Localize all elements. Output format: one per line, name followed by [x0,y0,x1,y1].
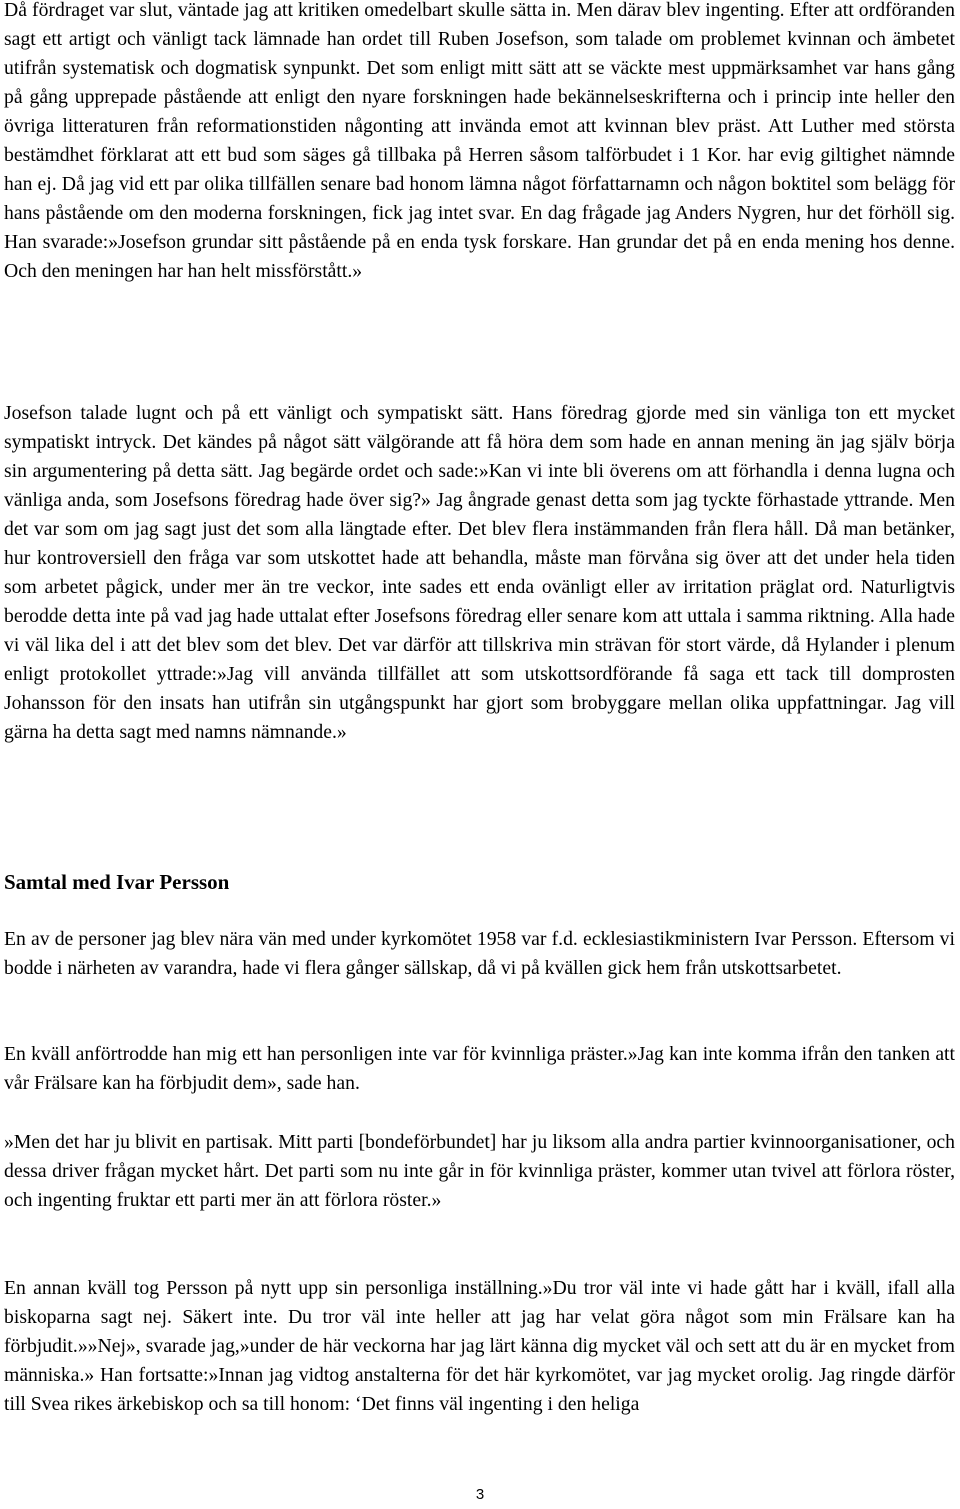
paragraph-debate-opening: Då fördraget var slut, väntade jag att kritiken omedelbart skulle sätta in. Men därav blev ingenting. Efter att ordföranden sagt ett artigt och vänligt tack lämnade han ordet till Ruben Josefson, som talade om problemet kvinnan och ämbetet utifrån systematisk och dogmatisk synpunkt. Det som enligt mitt sätt att se väckte mest uppmärksamhet var hans gång på gång upprepade påstående att enligt den nyare forskningen hade bekännelseskrifterna och i princip inte heller den övriga litteraturen från reformationstiden någonting att invända emot att kvinnan blev präst. Att Luther med största bestämdhet förklarat att ett bud som säges gå tillbaka på Herren såsom talförbudet i 1 Kor. har evig giltighet nämnde han ej. Då jag vid ett par olika tillfällen senare bad honom lämna något författarnamn och någon boktitel som belägg för hans påstående om den moderna forskningen, fick jag intet svar. En dag frågade jag Anders Nygren, hur det förhöll sig. Han svarade:»Josefson grundar sitt påstående på en enda tysk forskare. Han grundar det på en enda mening hos denne. Och den meningen har han helt missförstått.» [4,0,955,282]
paragraph-another-evening: En annan kväll tog Persson på nytt upp sin personliga inställning.»Du tror väl inte vi hade gått har i kväll, ifall alla biskoparna sagt nej. Säkert inte. Du tror väl inte heller att jag har velat göra något som min Frälsare kan ha förbjudit.»»Nej», svarade jag,»under de här veckorna har jag lärt känna dig mycket väl och sett att du är en mycket from människa.» Han fortsatte:»Innan jag vidtog anstalterna för det här kyrkomötet, var jag mycket orolig. Jag ringde därför till Svea rikes ärkebiskop och sa till honom: ‘Det finns väl ingenting i den heliga [4,1277,955,1415]
paragraph-party-matter: »Men det har ju blivit en partisak. Mitt parti [bondeförbundet] har ju liksom alla andra partier kvinnoorganisationer, och dessa driver frågan mycket hårt. Det parti som nu inte går in för kvinnliga präster, kommer utan tvivel att förlora röster, och ingenting fruktar ett parti mer än att förlora röster.» [4,1131,955,1211]
page-number: 3 [475,1486,485,1503]
paragraph-josefson-lecture: Josefson talade lugnt och på ett vänligt och sympatiskt sätt. Hans föredrag gjorde med sin vänliga ton ett mycket sympatiskt intryck. Det kändes på något sätt välgörande att få höra dem som hade en annan mening än jag själv börja sin argumentering på detta sätt. Jag begärde ordet och sade:»Kan vi inte bli överens om att förhandla i denna lugna och vänliga anda, som Josefsons föredrag hade över sig?» Jag ångrade genast detta som jag tyckte förhastade yttrande. Men det var som om jag sagt just det som alla längtade efter. Det blev flera instämmanden från flera håll. Då man betänker, hur kontroversiell den fråga var som utskottet hade att behandla, måste man förvåna sig över att det under hela tiden som arbetet pågick, under mer än tre veckor, inte sades ett enda ovänligt eller av irritation präglat ord. Naturligtvis berodde detta inte på vad jag hade uttalat efter Josefsons föredrag eller senare kom att uttala i samma riktning. Alla hade vi väl lika del i att det blev som det blev. Det var därför att tillskriva min strävan för stort värde, då Hylander i plenum enligt protokollet yttrade:»Jag vill använda tillfället att som utskottsordförande få saga ett tack till domprosten Johansson för den insats han utifrån sin utgångspunkt har gjort som brobyggare mellan olika uppfattningar. Jag vill gärna ha detta sagt med namns nämnande.» [4,402,955,743]
section-heading: Samtal med Ivar Persson [4,870,230,894]
paragraph-evening-confidence: En kväll anförtrodde han mig ett han personligen inte var för kvinnliga präster.»Jag kan inte komma ifrån den tanken att vår Frälsare kan ha förbjudit dem», sade han. [4,1043,955,1094]
paragraph-persson-intro: En av de personer jag blev nära vän med under kyrkomötet 1958 var f.d. ecklesiastikministern Ivar Persson. Eftersom vi bodde i närheten av varandra, hade vi flera gånger sällskap, då vi på kvällen gick hem från utskottsarbetet. [4,928,955,979]
